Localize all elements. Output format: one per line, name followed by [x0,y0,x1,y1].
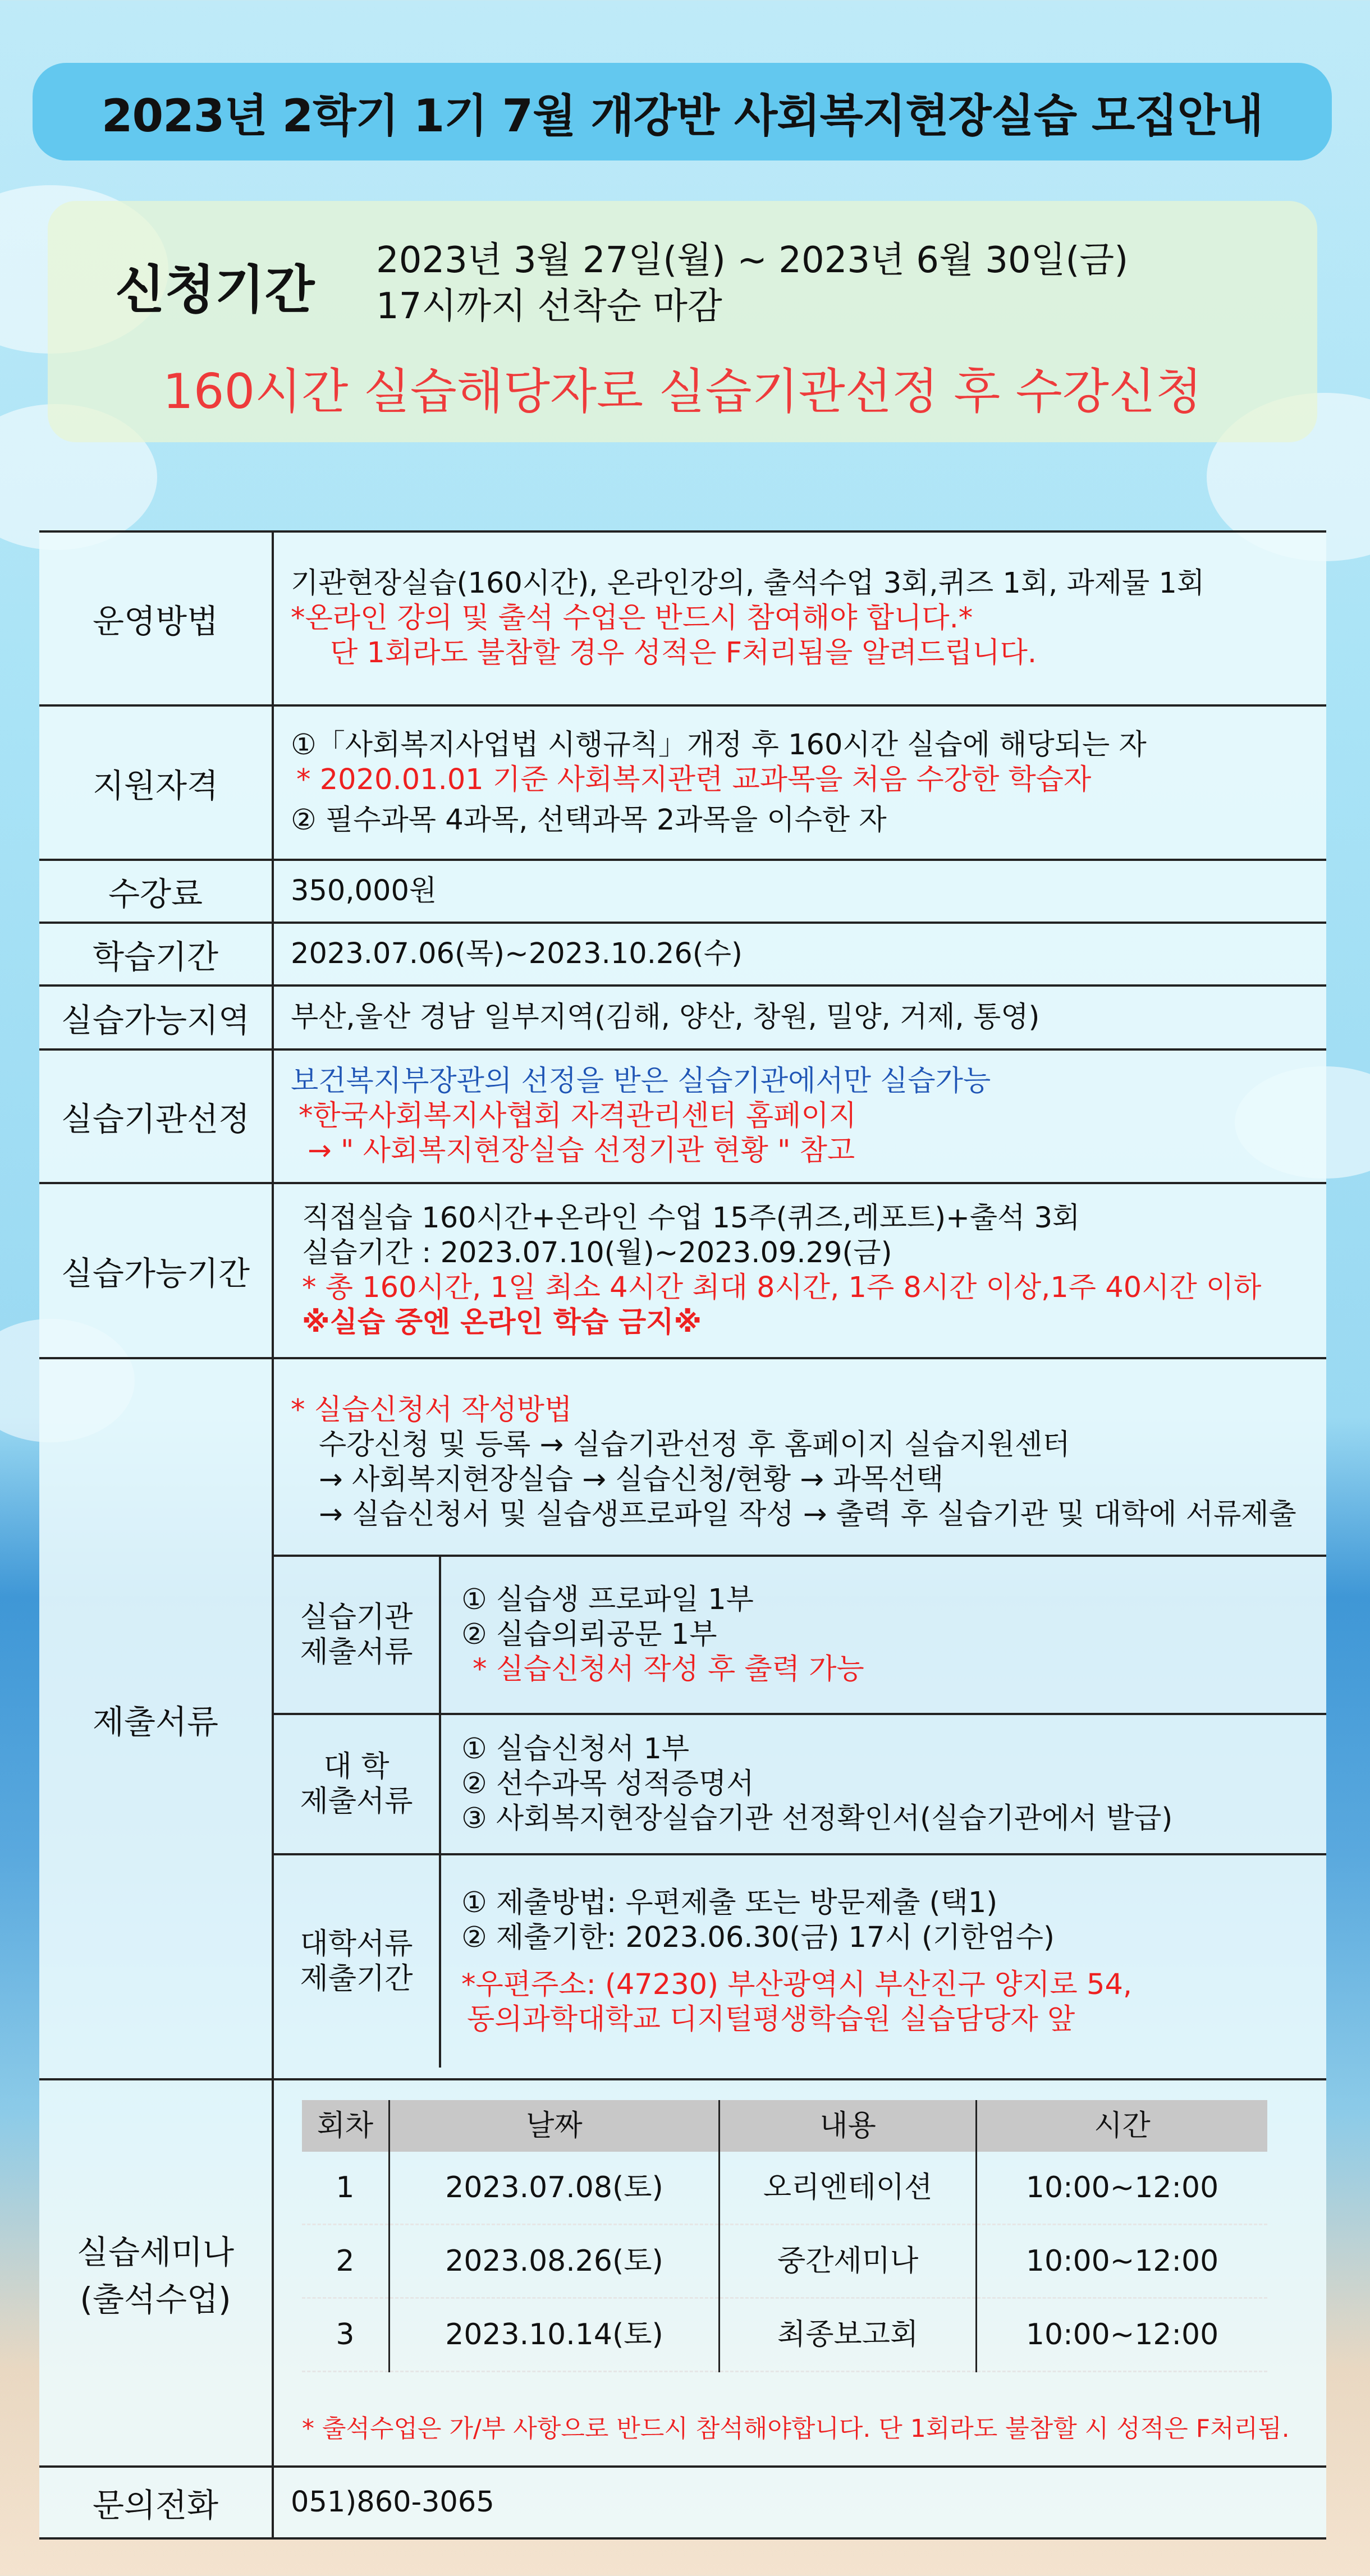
row-fee [39,860,1326,923]
seminar-cell: 최종보고회 [720,2298,977,2371]
row-value: 부산,울산 경남 일부지역(김해, 양산, 창원, 밀양, 거제, 통영) [273,986,1326,1049]
apply-notice: 160시간 실습해당자로 실습기관선정 후 수강신청 [163,364,1202,420]
sub-value [440,1854,1326,2068]
row-period [39,923,1326,986]
practice-line: 실습기간 : 2023.07.10(월)~2023.09.29(금) [302,1236,892,1269]
sub-value [440,1557,1326,1714]
row-value [273,705,1326,860]
sub-value [440,1714,1326,1854]
row-label: 실습가능기간 [39,1183,273,1358]
row-practice-period [39,1183,1326,1358]
row-label: 제출서류 [39,1358,273,2079]
univ-doc-item: ② 선수과목 성적증명서 [461,1767,754,1800]
row-contact [39,2467,1326,2538]
seminar-cell: 10:00~12:00 [1025,2170,1219,2204]
row-method [39,531,1326,705]
inst-doc-note: * 실습신청서 작성 후 출력 가능 [473,1652,864,1686]
practice-line: 직접실습 160시간+온라인 수업 15주(퀴즈,레포트)+출석 3회 [302,1202,1080,1235]
sub-row-deadline [274,1854,1326,2068]
seminar-row [302,2298,1267,2371]
row-label: 수강료 [39,860,273,923]
seminar-row [302,2224,1267,2298]
mail-address: *우편주소: (47230) 부산광역시 부산진구 양지로 54, [461,1968,1133,2001]
documents-intro-line: → 실습신청서 및 실습생프로파일 작성 → 출력 후 실습기관 및 대학에 서류제출 [319,1497,1296,1531]
seminar-cell: 2023.07.08(토) [389,2152,719,2225]
institution-link-note: *한국사회복지사협회 자격관리센터 홈페이지 [299,1099,856,1133]
seminar-header: 시간 [977,2100,1267,2152]
row-value: 2023.07.06(목)~2023.10.26(수) [273,923,1326,986]
row-label: 실습세미나 (출석수업) [39,2079,273,2467]
row-label: 실습가능지역 [39,986,273,1049]
seminar-header: 날짜 [389,2100,719,2152]
info-table [39,530,1326,2540]
page-title: 2023년 2학기 1기 7월 개강반 사회복지현장실습 모집안내 [33,63,1332,161]
row-seminar [39,2079,1326,2467]
row-label: 학습기간 [39,923,273,986]
row-qualification [39,705,1326,860]
inst-doc-item: ① 실습생 프로파일 1부 [461,1583,754,1616]
univ-doc-item: ① 실습신청서 1부 [461,1732,690,1766]
row-value [273,1049,1326,1183]
seminar-cell: 10:00~12:00 [1025,2244,1219,2278]
apply-period-dates [376,237,1128,329]
apply-deadline: 17시까지 선착순 마감 [376,286,722,327]
practice-warning: ※실습 중엔 온라인 학습 금지※ [302,1306,702,1339]
documents-intro-line: → 사회복지현장실습 → 실습신청/현황 → 과목선택 [319,1463,944,1496]
seminar-header: 내용 [720,2100,977,2152]
row-value [273,531,1326,705]
sub-row-university [274,1714,1326,1854]
row-value: 350,000원 [273,860,1326,923]
apply-period-box [48,201,1317,442]
deadline-item: ② 제출기한: 2023.06.30(금) 17시 (기한엄수) [461,1920,1055,1954]
institution-link-note: → " 사회복지현장실습 선정기관 현황 " 참고 [308,1134,855,1167]
inst-doc-item: ② 실습의뢰공문 1부 [461,1617,717,1651]
seminar-cell: 2023.10.14(토) [389,2298,719,2371]
seminar-cell: 오리엔테이션 [720,2152,977,2225]
seminar-cell: 2023.08.26(토) [389,2224,719,2298]
row-label: 지원자격 [39,705,273,860]
row-value [273,1358,1326,2079]
seminar-cell: 중간세미나 [720,2224,977,2298]
row-region [39,986,1326,1049]
seminar-cell: 1 [302,2152,389,2225]
sub-label: 실습기관 제출서류 [274,1557,440,1714]
seminar-cell: 10:00~12:00 [1025,2317,1219,2352]
sub-row-institution [274,1557,1326,1714]
qualification-note: * 2020.01.01 기준 사회복지관련 교과목을 처음 수강한 학습자 [296,763,1092,796]
documents-subtable [274,1557,1326,2068]
univ-doc-item: ③ 사회복지현장실습기관 선정확인서(실습기관에서 발급) [461,1802,1173,1835]
sub-label: 대 학 제출서류 [274,1714,440,1854]
seminar-cell: 3 [302,2298,389,2371]
row-documents [39,1358,1326,2079]
documents-intro-title: * 실습신청서 작성방법 [291,1393,572,1427]
practice-note: * 총 160시간, 1일 최소 4시간 최대 8시간, 1주 8시간 이상,1주 40시간 이하 [302,1271,1262,1304]
documents-intro [274,1370,1326,1557]
row-label: 운영방법 [39,531,273,705]
row-value [273,2079,1326,2467]
seminar-header: 회차 [302,2100,389,2152]
row-value [273,1183,1326,1358]
contact-phone: 051)860-3065 [273,2467,1326,2538]
apply-date-range: 2023년 3월 27일(월) ~ 2023년 6월 30일(금) [376,240,1129,281]
seminar-cell: 2 [302,2224,389,2298]
method-warning: 단 1회라도 불참할 경우 성적은 F처리됨을 알려드립니다. [330,636,1037,670]
method-warning: *온라인 강의 및 출석 수업은 반드시 참여해야 합니다.* [291,602,973,635]
apply-period-label: 신청기간 [115,260,315,320]
row-label: 실습기관선정 [39,1049,273,1183]
sub-label: 대학서류 제출기간 [274,1854,440,2068]
institution-line: 보건복지부장관의 선정을 받은 실습기관에서만 실습가능 [291,1065,991,1098]
deadline-item: ① 제출방법: 우편제출 또는 방문제출 (택1) [461,1886,998,1919]
qualification-line: ② 필수과목 4과목, 선택과목 2과목을 이수한 자 [291,803,887,837]
seminar-table [302,2100,1267,2372]
qualification-line: ①「사회복지사업법 시행규칙」개정 후 160시간 실습에 해당되는 자 [291,728,1147,762]
method-line: 기관현장실습(160시간), 온라인강의, 출석수업 3회,퀴즈 1회, 과제물 1회 [291,567,1205,600]
row-institution [39,1049,1326,1183]
seminar-row [302,2152,1267,2225]
seminar-note: * 출석수업은 가/부 사항으로 반드시 참석해야합니다. 단 1회라도 불참할 시 성적은 F처리됨. [302,2414,1290,2443]
row-label: 문의전화 [39,2467,273,2538]
mail-address: 동의과학대학교 디지털평생학습원 실습담당자 앞 [467,2002,1075,2036]
documents-intro-line: 수강신청 및 등록 → 실습기관선정 후 홈페이지 실습지원센터 [319,1428,1070,1461]
